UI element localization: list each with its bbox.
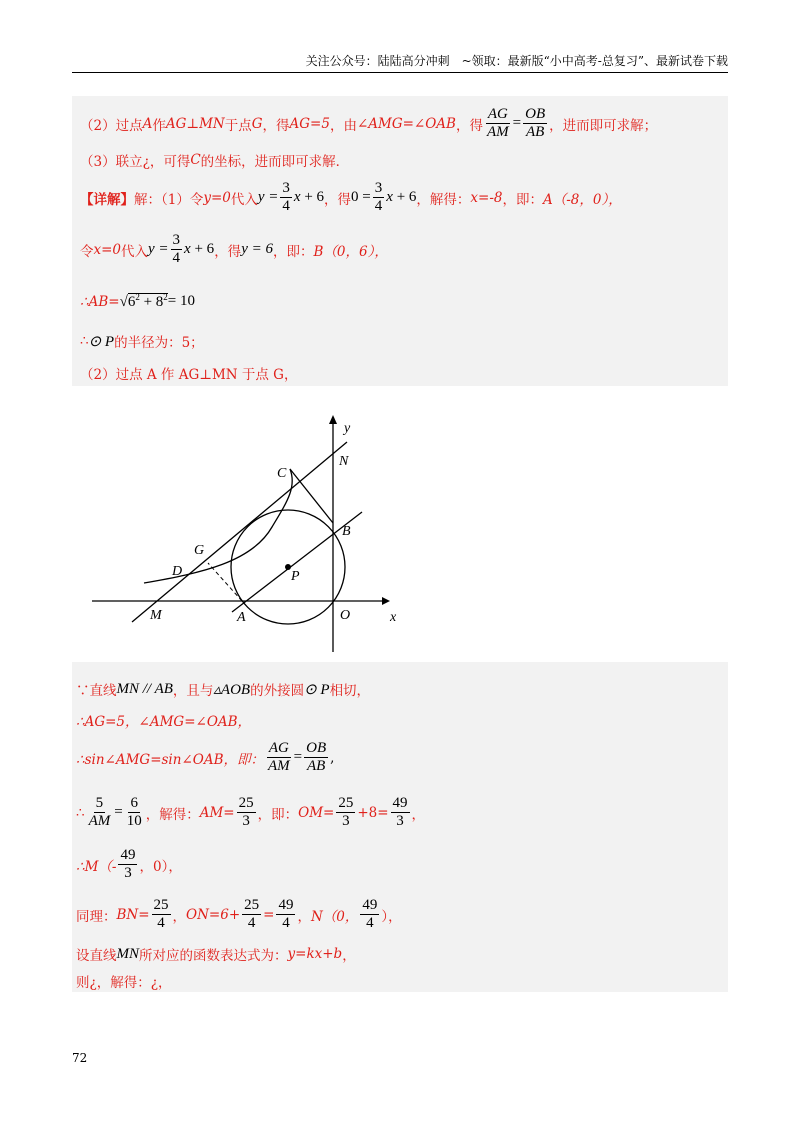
page-number: 72 [72,1051,88,1065]
fraction [485,106,511,141]
fraction: $\frac{6}{10}$ [126,795,142,829]
line-15 [76,971,171,991]
line-3 [80,180,622,215]
text: ，解得： [145,806,200,823]
text: ∴sin∠AMG=sin∠OAB，即： [76,751,264,768]
text: y=0 [203,189,231,206]
text: +8= [357,804,389,821]
math-parallel: MN // AB [116,680,173,697]
label-d: D [172,564,183,579]
text: 的坐标，进而即可求解． [200,154,350,170]
line-6 [80,331,204,351]
text: 的外接圆 [250,683,305,699]
line-14 [76,944,356,964]
fraction: $\frac{3}{4}$ [374,180,383,214]
text: 令 [80,243,94,260]
equals-sign: = [512,115,522,131]
math-term: x + 6 [184,241,215,257]
label-x: x [390,610,397,625]
denominator: AM [486,124,509,140]
text: ，得 [455,117,483,134]
text: ，得 [262,117,290,134]
text: OM= [298,804,335,821]
text: 的半径为：5； [114,335,204,351]
math-zero-eq: 0 = [351,189,371,205]
math-result: y = 6 [241,241,273,257]
text: 相切， [329,683,371,699]
line-10 [76,740,334,775]
line-mn [132,442,347,622]
text: ，即： [257,806,299,823]
text: C [190,152,201,168]
fraction: $\frac{25}{3}$ [338,795,354,829]
line-11 [76,795,425,830]
text: A [142,115,153,132]
math-result: = 10 [167,293,195,309]
detail-tag: 【详解】 [80,191,134,208]
text: 代入 [121,243,149,260]
text: 所对应的函数表达式为： [139,948,288,964]
line-9 [76,710,251,730]
line-7 [80,363,297,383]
label-b: B [342,524,351,539]
math-mn: MN [116,945,139,962]
text: 于点 [224,117,252,134]
text: ，且与 [172,683,214,699]
segment-ag [208,563,242,601]
denominator: AB [525,124,545,140]
text: 作 [152,117,166,134]
text: ， [297,908,311,925]
label-m: M [150,608,162,623]
fraction: $\frac{49}{4}$ [278,897,294,931]
sqrt-expression: $√6^2 + 8^2$ [119,292,168,310]
text: AM= [199,804,235,821]
math-term: x + 6 [386,189,417,205]
text: ， [342,948,356,964]
figure-svg [72,397,407,662]
text: A（-8，0）， [542,191,622,208]
text: ON=6+ [186,906,241,923]
page-header: 关注公众号：陆陆高分冲刺 ~领取：最新版“小中高考-总复习”、最新试卷下载 [305,54,728,68]
label-y: y [344,421,351,436]
line-13 [76,897,402,932]
line-4 [80,232,388,267]
text: AG=5 [289,115,330,132]
equals-sign: = [114,804,123,820]
line-2 [80,150,349,170]
fraction: $\frac{5}{AM}$ [88,795,111,829]
numerator: OB [525,106,546,122]
fraction: $\frac{25}{4}$ [244,897,260,931]
text: （2）过点 A 作 AG⊥MN 于点 G， [80,367,298,383]
text: 设直线 [76,948,117,964]
text: ∴M（- [76,858,117,875]
geometry-figure [72,397,407,662]
header-rule [72,72,728,73]
line-5 [80,292,195,311]
comma: ， [411,806,426,823]
text: （3）联立¿，可得 [80,154,191,170]
text: ，解得： [416,191,471,208]
math-y-eq: y = [257,189,279,205]
math-term: x + 6 [293,189,325,205]
comma: , [330,749,335,766]
fraction: $\frac{25}{3}$ [238,795,254,829]
text: （2）过点 [80,117,143,134]
text: ，得 [214,243,242,260]
text: ∴ [76,804,85,821]
text: G [251,115,263,132]
text: AG⊥MN [165,115,225,132]
math-y-eq: y = [148,241,169,257]
text: x=-8 [470,189,503,206]
line-8 [76,679,370,699]
line-1 [80,106,657,141]
circle-p: ⊙ P [88,333,115,350]
triangle-aob: ▵AOB [213,681,251,698]
fraction: $\frac{3}{4}$ [172,232,181,266]
text: ∠AMG=∠OAB [356,115,456,132]
label-p: P [291,569,300,584]
text: 代入 [230,191,258,208]
fraction: $\frac{OB}{AB}$ [306,740,327,774]
curve-dc [144,469,292,583]
text: ，0）， [139,858,182,875]
circle-p: ⊙ P [304,681,330,698]
text: B（0，6）， [313,243,388,260]
fraction: $\frac{49}{4}$ [362,897,378,931]
text: N（0， [310,908,359,925]
text: ， [172,908,187,925]
line-12 [76,847,182,882]
text: ∴ [80,333,89,349]
text: ）， [381,908,402,925]
text: ∴AG=5，∠AMG=∠OAB， [76,714,252,730]
fraction: $\frac{49}{3}$ [120,847,136,881]
fraction: $\frac{49}{3}$ [392,795,408,829]
text: ∴AB= [80,293,120,310]
equals-sign: = [293,749,303,765]
text: ，即： [502,191,543,208]
label-c: C [277,466,287,481]
label-n: N [339,454,349,469]
text: ，进而即可求解； [549,117,658,134]
text: ，得 [324,191,352,208]
fraction: $\frac{3}{4}$ [282,180,290,214]
fraction: $\frac{AG}{AM}$ [268,740,290,774]
text: y=kx+b [287,946,343,962]
text: 则¿，解得：¿， [76,975,172,991]
text: ，即： [272,243,314,260]
label-o: O [340,608,351,623]
text: x=0 [93,241,122,258]
fraction [523,106,547,141]
fraction: $\frac{25}{4}$ [153,897,169,931]
y-axis-arrow [329,415,337,424]
text: 同理： [76,908,117,925]
label-a: A [237,610,246,625]
x-axis-arrow [382,597,390,605]
text: = [263,906,275,923]
text: ∵直线 [76,683,117,699]
numerator: AG [487,106,508,122]
text: BN= [116,906,150,923]
label-g: G [194,543,205,558]
text: ，由 [329,117,357,134]
text: 解：（1）令 [134,191,204,208]
